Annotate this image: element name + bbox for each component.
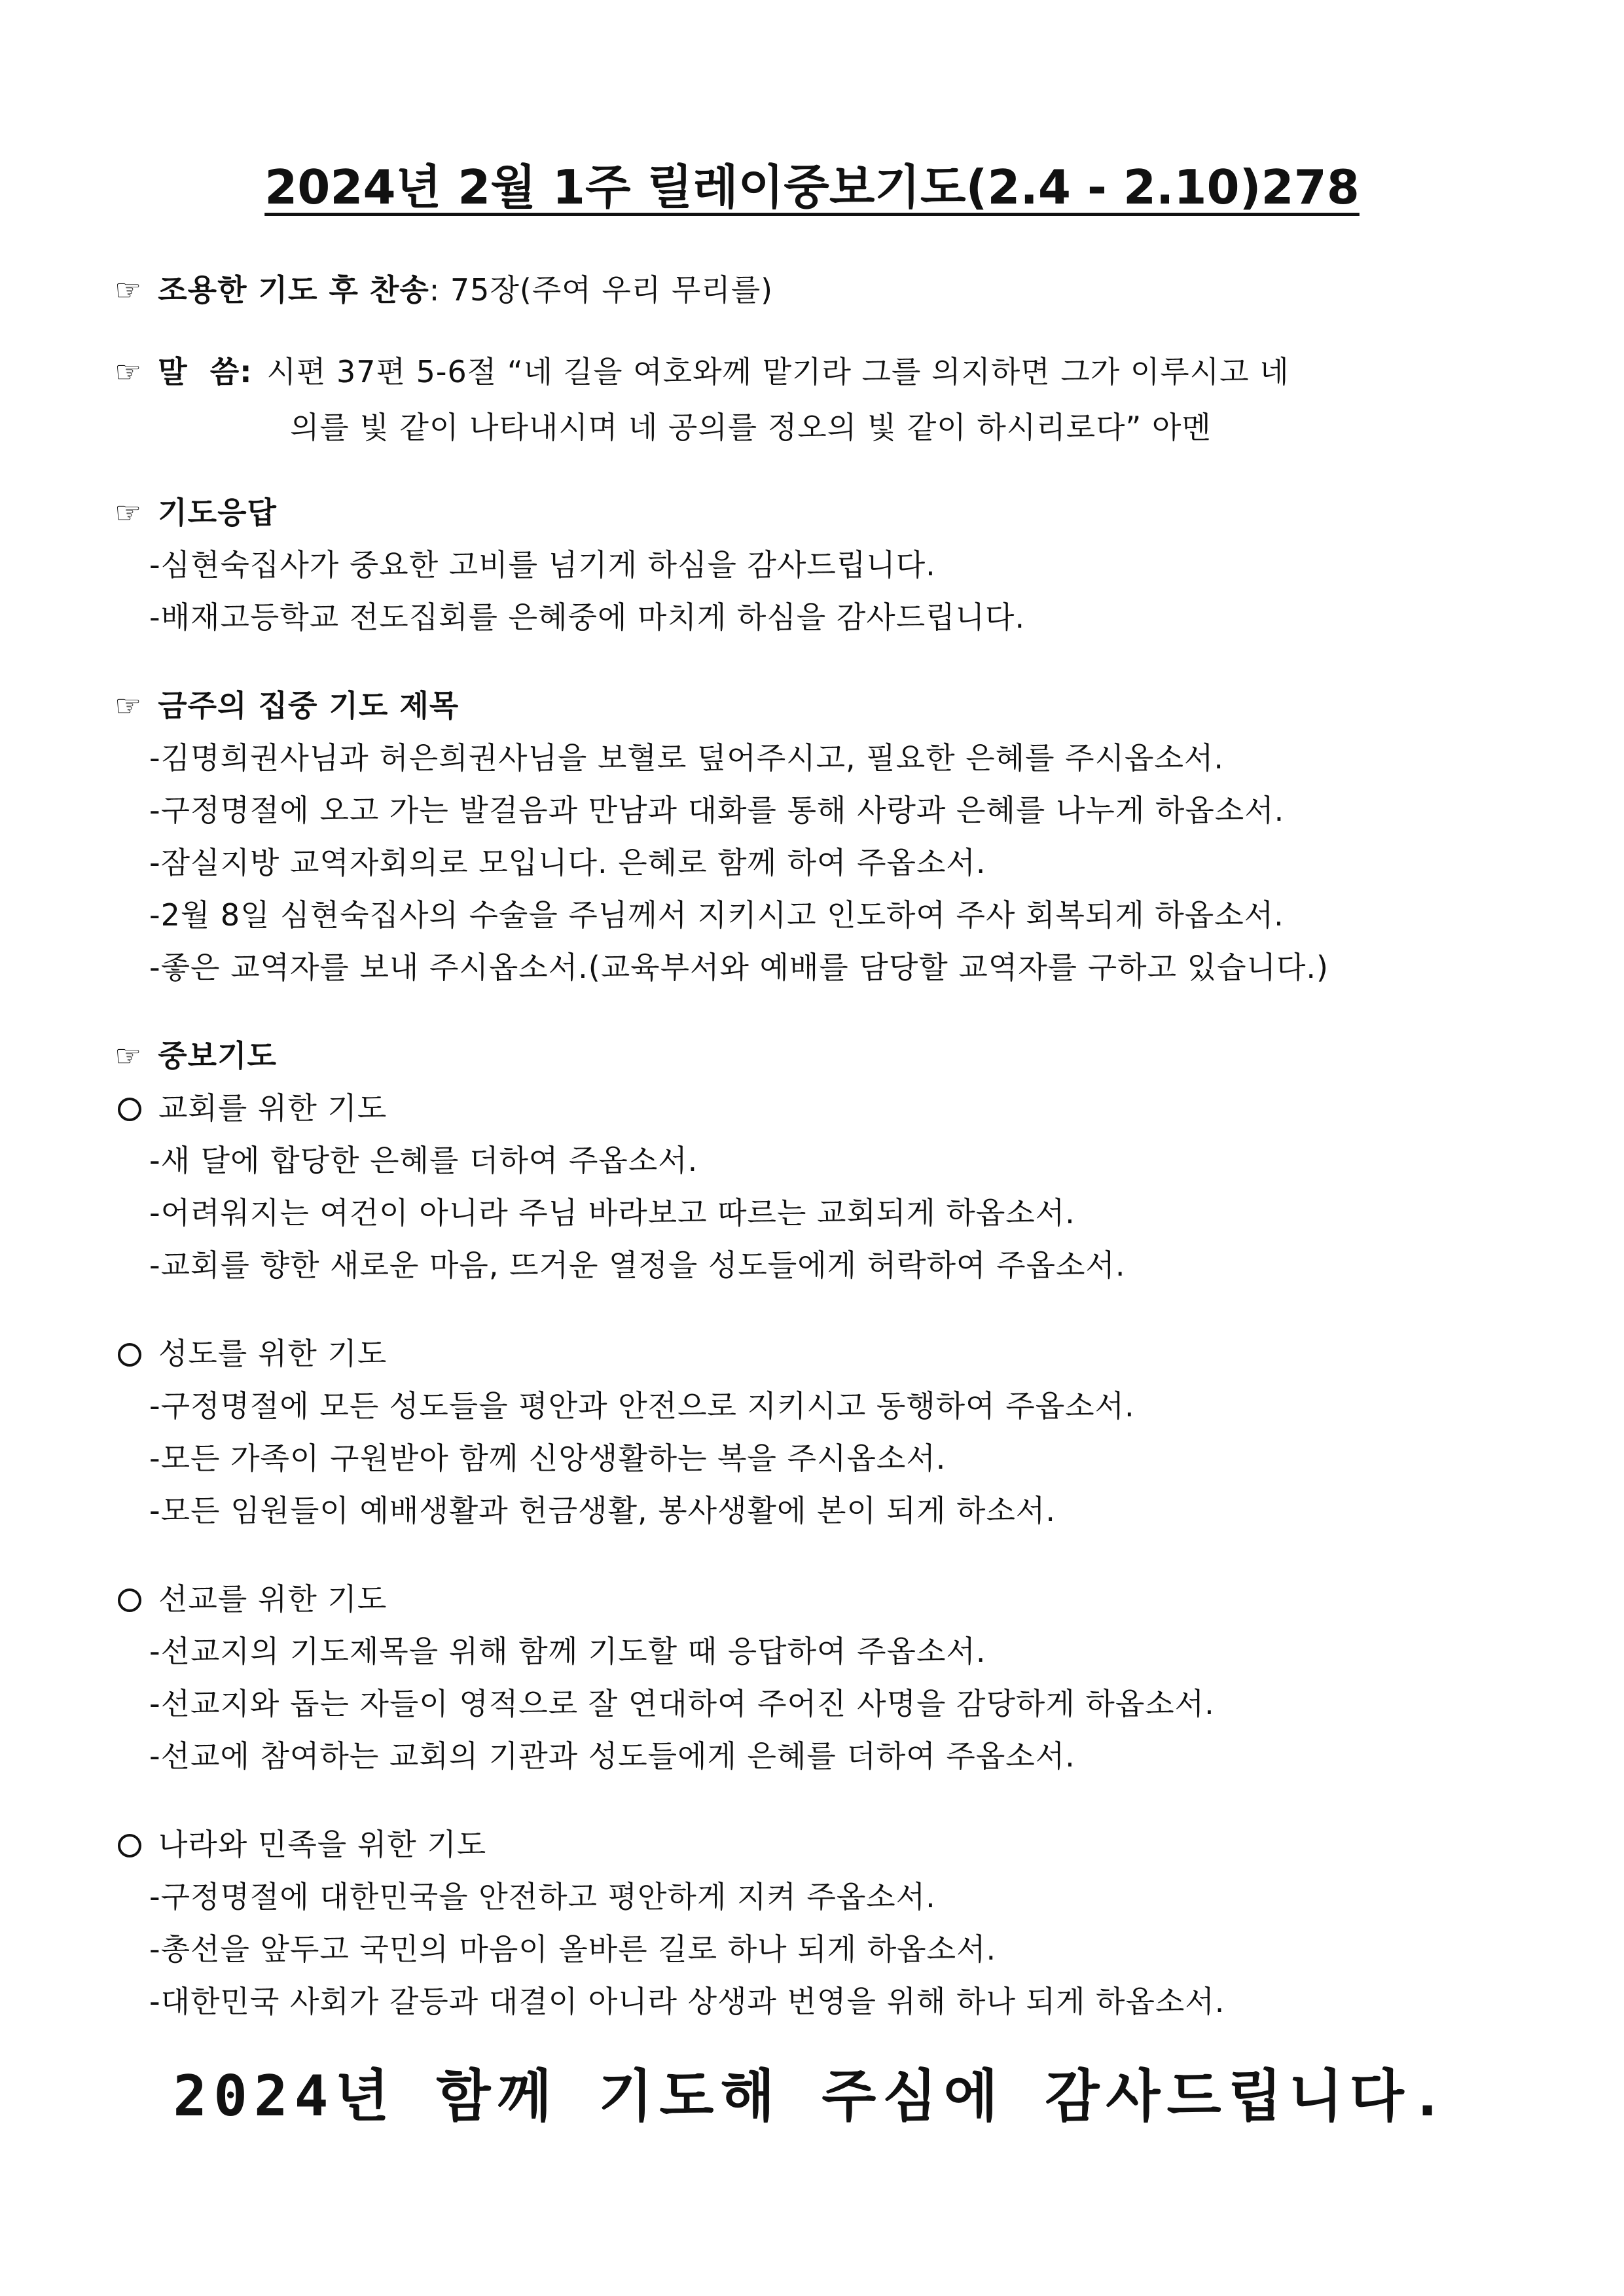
circle-bullet-icon [118,1834,141,1857]
intercession-heading: ☞ 중보기도 [115,1038,277,1073]
list-item: -모든 임원들이 예배생활과 헌금생활, 봉사생활에 본이 되게 하소서. [149,1493,1056,1528]
list-item: -좋은 교역자를 보내 주시옵소서.(교육부서와 예배를 담당할 교역자를 구하고 있습니다.) [149,950,1329,985]
hymn-line [115,272,774,308]
pointing-hand-icon: ☞ [115,272,143,308]
list-item: -선교지와 돕는 자들이 영적으로 잘 연대하여 주어진 사명을 감당하게 하옵소서. [149,1686,1215,1721]
list-item: -선교지의 기도제목을 위해 함께 기도할 때 응답하여 주옵소서. [149,1634,986,1669]
list-item: -모든 가족이 구원받아 함께 신앙생활하는 복을 주시옵소서. [149,1441,947,1476]
circle-bullet-icon [118,1098,141,1121]
answers-heading: ☞ 기도응답 [115,495,277,530]
word-text-2: 의를 빛 같이 나타내시며 네 공의를 정오의 빛 같이 하시리로다” 아멘 [290,410,1212,445]
pointing-hand-icon: ☞ [115,688,143,723]
circle-bullet-icon [118,1343,141,1367]
list-item: -대한민국 사회가 갈등과 대결이 아니라 상생과 번영을 위해 하나 되게 하옵소서. [149,1984,1225,2019]
focus-heading: ☞ 금주의 집중 기도 제목 [115,688,460,723]
group-title-mission: 선교를 위한 기도 [118,1584,387,1614]
list-item: -잠실지방 교역자회의로 모입니다. 은혜로 함께 하여 주옵소서. [149,845,986,880]
pointing-hand-icon: ☞ [115,495,143,530]
list-item: -총선을 앞두고 국민의 마음이 올바른 길로 하나 되게 하옵소서. [149,1931,997,1967]
word-text-1: 시편 37편 5-6절 “네 길을 여호와께 맡기라 그를 의지하면 그가 이루시고 네 [266,354,1290,389]
list-item: -김명희권사님과 허은희권사님을 보혈로 덮어주시고, 필요한 은혜를 주시옵소서. [149,740,1224,776]
circle-bullet-icon [118,1588,141,1612]
word-label: 말 씀: [158,354,253,389]
list-item: -구정명절에 오고 가는 발걸음과 만남과 대화를 통해 사랑과 은혜를 나누게 하옵소서. [149,793,1285,828]
group-title-nation: 나라와 민족을 위한 기도 [118,1829,486,1859]
closing-message: 2024년 함께 기도해 주심에 감사드립니다. [173,2064,1451,2129]
list-item: -어려워지는 여건이 아니라 주님 바라보고 따르는 교회되게 하옵소서. [149,1195,1075,1230]
group-title-church: 교회를 위한 기도 [118,1093,387,1123]
hymn-value: : 75장(주여 우리 무리를) [429,272,774,308]
hymn-label: 조용한 기도 후 찬송 [158,272,429,308]
pointing-hand-icon: ☞ [115,354,143,389]
list-item: -2월 8일 심현숙집사의 수술을 주님께서 지키시고 인도하여 주사 회복되게 하옵소서. [149,897,1284,933]
word-line-1 [115,354,1290,389]
list-item: -선교에 참여하는 교회의 기관과 성도들에게 은혜를 더하여 주옵소서. [149,1738,1075,1774]
list-item: -교회를 향한 새로운 마음, 뜨거운 열정을 성도들에게 허락하여 주옵소서. [149,1247,1126,1283]
list-item: -심현숙집사가 중요한 고비를 넘기게 하심을 감사드립니다. [149,547,936,583]
pointing-hand-icon: ☞ [115,1038,143,1073]
list-item: -구정명절에 모든 성도들을 평안과 안전으로 지키시고 동행하여 주옵소서. [149,1388,1135,1424]
page-title: 2024년 2월 1주 릴레이중보기도(2.4 - 2.10)278 [264,160,1360,215]
list-item: -배재고등학교 전도집회를 은혜중에 마치게 하심을 감사드립니다. [149,600,1026,635]
list-item: -새 달에 합당한 은혜를 더하여 주옵소서. [149,1143,698,1178]
group-title-saints: 성도를 위한 기도 [118,1338,387,1369]
list-item: -구정명절에 대한민국을 안전하고 평안하게 지켜 주옵소서. [149,1879,936,1914]
